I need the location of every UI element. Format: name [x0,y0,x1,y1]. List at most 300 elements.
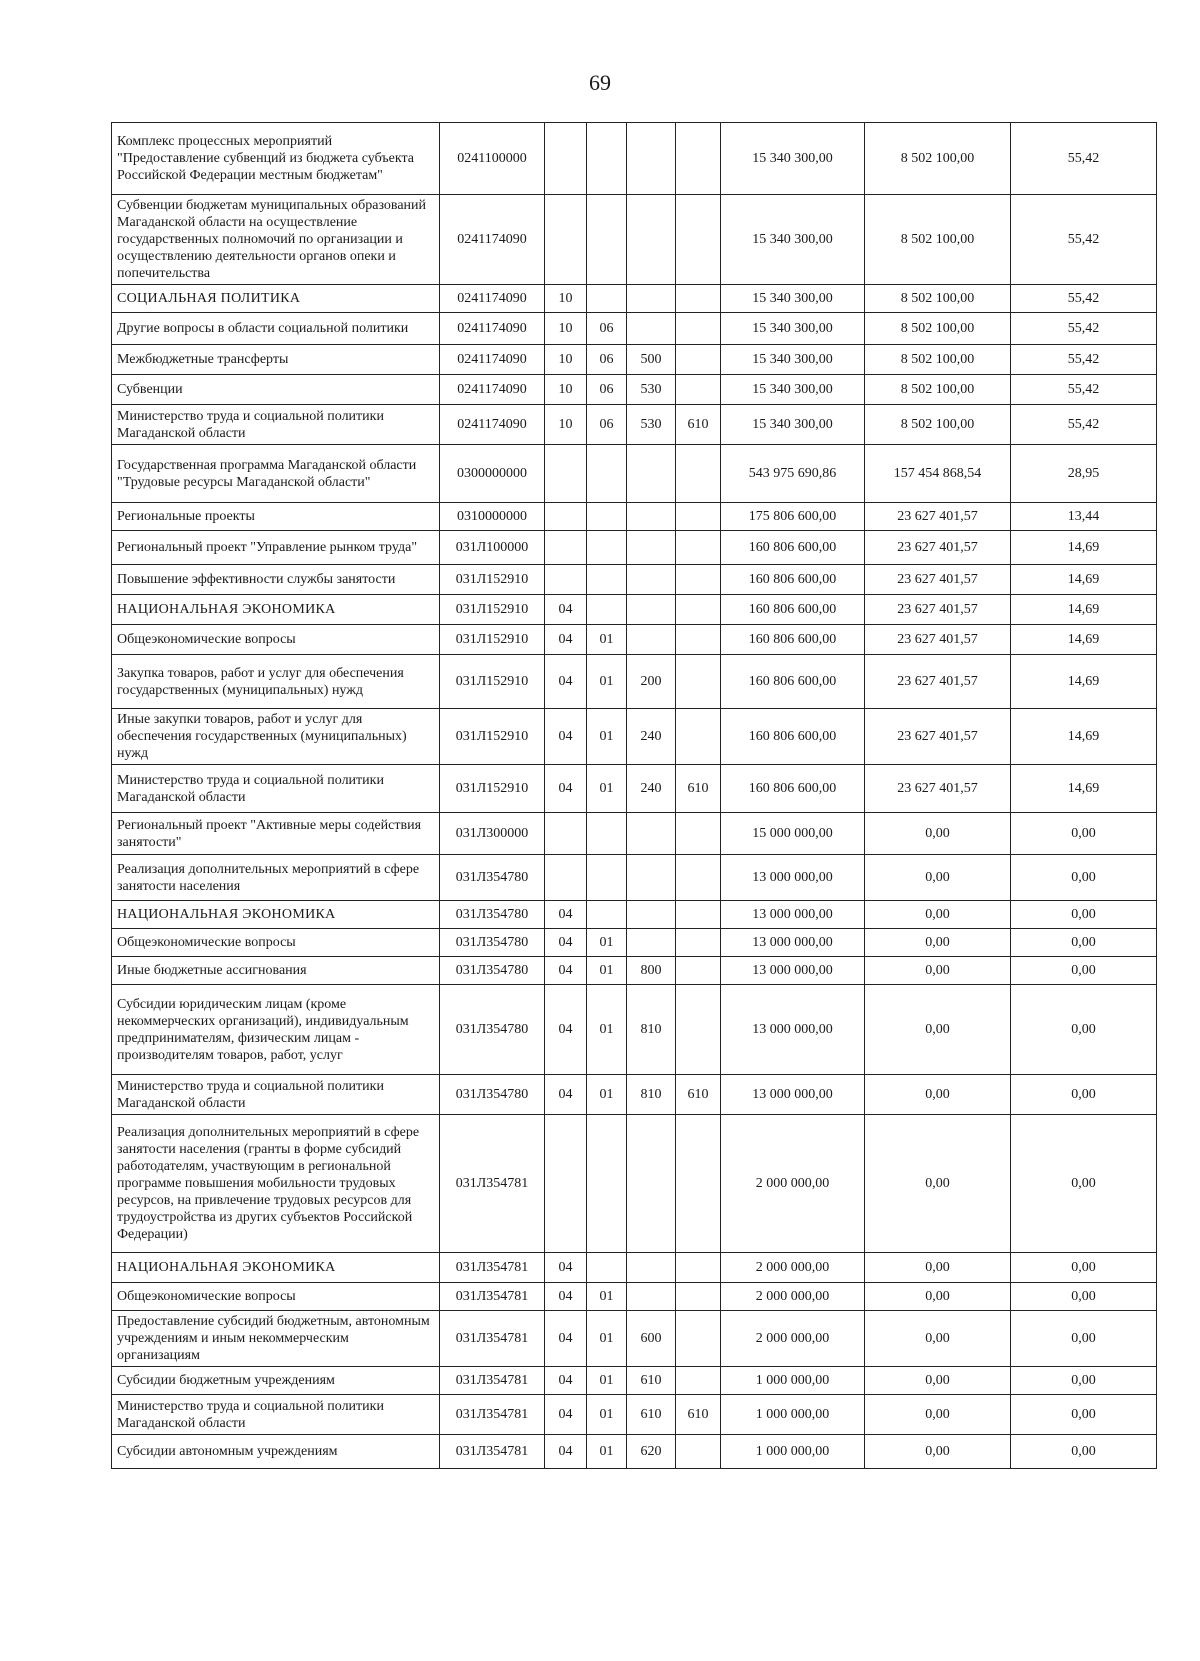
target-article-code: 031Л100000 [440,531,545,565]
target-article-code: 031Л354781 [440,1435,545,1469]
subsection-code: 01 [587,709,627,765]
expense-type-code [627,901,676,929]
table-row [112,405,1157,445]
section-code: 04 [545,957,587,985]
execution-percent: 0,00 [1011,957,1157,985]
table-row [112,901,1157,929]
target-article-code: 031Л354780 [440,957,545,985]
table-row [112,1115,1157,1253]
executed-amount: 0,00 [865,855,1011,901]
section-code: 04 [545,709,587,765]
expense-type-code: 620 [627,1435,676,1469]
planned-amount: 160 806 600,00 [721,625,865,655]
target-article-code: 031Л152910 [440,625,545,655]
row-name: Общеэкономические вопросы [112,625,440,655]
expense-type-code: 610 [627,1367,676,1395]
planned-amount: 1 000 000,00 [721,1435,865,1469]
expense-type-code [627,445,676,503]
row-name: НАЦИОНАЛЬНАЯ ЭКОНОМИКА [112,1253,440,1283]
executed-amount: 8 502 100,00 [865,345,1011,375]
administrator-code [676,123,721,195]
expense-type-code: 610 [627,1395,676,1435]
administrator-code [676,285,721,313]
row-name: Министерство труда и социальной политики Магаданской области [112,765,440,813]
executed-amount: 0,00 [865,929,1011,957]
row-name: Общеэкономические вопросы [112,1283,440,1311]
subsection-code: 01 [587,655,627,709]
target-article-code: 031Л354780 [440,1075,545,1115]
section-code [545,531,587,565]
administrator-code [676,1115,721,1253]
expense-type-code: 500 [627,345,676,375]
executed-amount: 0,00 [865,1075,1011,1115]
target-article-code: 0241174090 [440,375,545,405]
administrator-code [676,1367,721,1395]
planned-amount: 2 000 000,00 [721,1253,865,1283]
planned-amount: 15 340 300,00 [721,313,865,345]
execution-percent: 14,69 [1011,625,1157,655]
expense-type-code: 530 [627,375,676,405]
executed-amount: 23 627 401,57 [865,595,1011,625]
row-name: Субсидии бюджетным учреждениям [112,1367,440,1395]
executed-amount: 8 502 100,00 [865,405,1011,445]
subsection-code: 01 [587,765,627,813]
expense-type-code [627,1283,676,1311]
execution-percent: 55,42 [1011,313,1157,345]
table-row [112,709,1157,765]
target-article-code: 0241174090 [440,285,545,313]
planned-amount: 15 340 300,00 [721,345,865,375]
execution-percent: 55,42 [1011,123,1157,195]
subsection-code [587,901,627,929]
administrator-code [676,625,721,655]
administrator-code [676,901,721,929]
execution-percent: 0,00 [1011,1367,1157,1395]
planned-amount: 543 975 690,86 [721,445,865,503]
planned-amount: 13 000 000,00 [721,1075,865,1115]
planned-amount: 15 340 300,00 [721,195,865,285]
target-article-code: 031Л354780 [440,855,545,901]
table-row [112,1311,1157,1367]
table-row [112,929,1157,957]
row-name: НАЦИОНАЛЬНАЯ ЭКОНОМИКА [112,901,440,929]
table-row [112,375,1157,405]
administrator-code [676,595,721,625]
expense-type-code [627,595,676,625]
expense-type-code: 600 [627,1311,676,1367]
table-row [112,565,1157,595]
expense-type-code [627,285,676,313]
execution-percent: 55,42 [1011,195,1157,285]
section-code: 04 [545,901,587,929]
section-code: 04 [545,625,587,655]
subsection-code [587,1115,627,1253]
administrator-code [676,195,721,285]
table-row [112,1283,1157,1311]
execution-percent: 0,00 [1011,985,1157,1075]
execution-percent: 0,00 [1011,1435,1157,1469]
subsection-code: 01 [587,985,627,1075]
execution-percent: 0,00 [1011,813,1157,855]
administrator-code [676,709,721,765]
administrator-code [676,503,721,531]
execution-percent: 14,69 [1011,595,1157,625]
row-name: Субвенции [112,375,440,405]
expense-type-code: 800 [627,957,676,985]
row-name: Министерство труда и социальной политики Магаданской области [112,1075,440,1115]
execution-percent: 55,42 [1011,405,1157,445]
administrator-code [676,1283,721,1311]
planned-amount: 160 806 600,00 [721,765,865,813]
row-name: Закупка товаров, работ и услуг для обеспечения государственных (муниципальных) нужд [112,655,440,709]
expense-type-code: 530 [627,405,676,445]
subsection-code [587,531,627,565]
subsection-code [587,195,627,285]
target-article-code: 031Л354780 [440,901,545,929]
table-row [112,985,1157,1075]
executed-amount: 8 502 100,00 [865,123,1011,195]
section-code: 10 [545,285,587,313]
expense-type-code [627,855,676,901]
expense-type-code [627,813,676,855]
budget-table [111,122,1157,1469]
planned-amount: 15 340 300,00 [721,405,865,445]
expense-type-code [627,195,676,285]
planned-amount: 1 000 000,00 [721,1395,865,1435]
planned-amount: 13 000 000,00 [721,855,865,901]
executed-amount: 23 627 401,57 [865,765,1011,813]
expense-type-code [627,531,676,565]
planned-amount: 160 806 600,00 [721,565,865,595]
section-code: 04 [545,1075,587,1115]
table-row [112,1395,1157,1435]
row-name: Общеэкономические вопросы [112,929,440,957]
section-code: 04 [545,655,587,709]
executed-amount: 8 502 100,00 [865,285,1011,313]
subsection-code [587,503,627,531]
executed-amount: 23 627 401,57 [865,565,1011,595]
row-name: Субсидии юридическим лицам (кроме некоммерческих организаций), индивидуальным предпринимателям, физическим лицам - производителям товаров, работ, услуг [112,985,440,1075]
row-name: Реализация дополнительных мероприятий в сфере занятости населения (гранты в форме субсидий работодателям, участвующим в региональной программе повышения мобильности трудовых ресурсов, на привлечение трудовых ресурсов для трудоустройства из других субъектов Российской Федерации) [112,1115,440,1253]
table-row [112,655,1157,709]
expense-type-code [627,1253,676,1283]
section-code: 04 [545,1435,587,1469]
target-article-code: 0241100000 [440,123,545,195]
row-name: СОЦИАЛЬНАЯ ПОЛИТИКА [112,285,440,313]
target-article-code: 0241174090 [440,195,545,285]
execution-percent: 55,42 [1011,345,1157,375]
administrator-code [676,929,721,957]
execution-percent: 0,00 [1011,855,1157,901]
administrator-code [676,531,721,565]
executed-amount: 23 627 401,57 [865,531,1011,565]
planned-amount: 160 806 600,00 [721,595,865,625]
executed-amount: 23 627 401,57 [865,709,1011,765]
execution-percent: 0,00 [1011,1075,1157,1115]
expense-type-code: 240 [627,765,676,813]
planned-amount: 13 000 000,00 [721,929,865,957]
executed-amount: 0,00 [865,813,1011,855]
administrator-code [676,375,721,405]
table-row [112,1253,1157,1283]
table-row [112,445,1157,503]
expense-type-code [627,123,676,195]
target-article-code: 0241174090 [440,345,545,375]
row-name: Министерство труда и социальной политики Магаданской области [112,1395,440,1435]
planned-amount: 2 000 000,00 [721,1311,865,1367]
row-name: Другие вопросы в области социальной политики [112,313,440,345]
planned-amount: 175 806 600,00 [721,503,865,531]
administrator-code [676,957,721,985]
executed-amount: 0,00 [865,1311,1011,1367]
administrator-code [676,813,721,855]
page-number: 69 [589,70,611,95]
executed-amount: 0,00 [865,1253,1011,1283]
target-article-code: 031Л300000 [440,813,545,855]
execution-percent: 0,00 [1011,1311,1157,1367]
section-code: 04 [545,1253,587,1283]
subsection-code: 01 [587,1283,627,1311]
section-code: 04 [545,595,587,625]
table-row [112,195,1157,285]
expense-type-code: 200 [627,655,676,709]
section-code [545,813,587,855]
target-article-code: 0310000000 [440,503,545,531]
subsection-code: 01 [587,625,627,655]
administrator-code [676,1253,721,1283]
subsection-code [587,123,627,195]
table-row [112,313,1157,345]
row-name: Региональные проекты [112,503,440,531]
target-article-code: 031Л354781 [440,1367,545,1395]
table-row [112,813,1157,855]
execution-percent: 14,69 [1011,531,1157,565]
section-code [545,445,587,503]
section-code: 04 [545,1283,587,1311]
executed-amount: 23 627 401,57 [865,503,1011,531]
section-code: 04 [545,1367,587,1395]
target-article-code: 031Л354781 [440,1311,545,1367]
target-article-code: 031Л354781 [440,1115,545,1253]
expense-type-code [627,929,676,957]
target-article-code: 031Л152910 [440,595,545,625]
planned-amount: 15 340 300,00 [721,123,865,195]
administrator-code: 610 [676,405,721,445]
subsection-code [587,855,627,901]
subsection-code: 06 [587,313,627,345]
executed-amount: 0,00 [865,1367,1011,1395]
executed-amount: 0,00 [865,957,1011,985]
planned-amount: 13 000 000,00 [721,985,865,1075]
target-article-code: 0241174090 [440,405,545,445]
subsection-code: 01 [587,929,627,957]
execution-percent: 28,95 [1011,445,1157,503]
section-code [545,1115,587,1253]
section-code: 10 [545,313,587,345]
expense-type-code: 240 [627,709,676,765]
row-name: Министерство труда и социальной политики Магаданской области [112,405,440,445]
execution-percent: 14,69 [1011,655,1157,709]
table-row [112,503,1157,531]
table-row [112,123,1157,195]
target-article-code: 0300000000 [440,445,545,503]
subsection-code: 06 [587,375,627,405]
section-code [545,855,587,901]
target-article-code: 031Л152910 [440,565,545,595]
subsection-code: 01 [587,1311,627,1367]
execution-percent: 0,00 [1011,1253,1157,1283]
executed-amount: 8 502 100,00 [865,195,1011,285]
row-name: Иные бюджетные ассигнования [112,957,440,985]
row-name: Иные закупки товаров, работ и услуг для обеспечения государственных (муниципальных) нужд [112,709,440,765]
expense-type-code: 810 [627,1075,676,1115]
section-code: 04 [545,1395,587,1435]
row-name: Субвенции бюджетам муниципальных образований Магаданской области на осуществление государственных полномочий по организации и осуществлению деятельности органов опеки и попечительства [112,195,440,285]
table-row [112,345,1157,375]
planned-amount: 15 000 000,00 [721,813,865,855]
execution-percent: 0,00 [1011,1395,1157,1435]
execution-percent: 0,00 [1011,1115,1157,1253]
target-article-code: 0241174090 [440,313,545,345]
execution-percent: 55,42 [1011,285,1157,313]
subsection-code: 06 [587,405,627,445]
subsection-code: 01 [587,1367,627,1395]
administrator-code [676,655,721,709]
section-code: 10 [545,405,587,445]
row-name: Предоставление субсидий бюджетным, автономным учреждениям и иным некоммерческим организациям [112,1311,440,1367]
planned-amount: 13 000 000,00 [721,957,865,985]
subsection-code: 01 [587,1075,627,1115]
row-name: Комплекс процессных мероприятий "Предоставление субвенций из бюджета субъекта Российской Федерации местным бюджетам" [112,123,440,195]
planned-amount: 160 806 600,00 [721,531,865,565]
row-name: НАЦИОНАЛЬНАЯ ЭКОНОМИКА [112,595,440,625]
planned-amount: 160 806 600,00 [721,709,865,765]
row-name: Повышение эффективности службы занятости [112,565,440,595]
administrator-code [676,345,721,375]
expense-type-code [627,313,676,345]
execution-percent: 0,00 [1011,1283,1157,1311]
administrator-code [676,1311,721,1367]
section-code: 04 [545,765,587,813]
executed-amount: 8 502 100,00 [865,375,1011,405]
table-row [112,531,1157,565]
target-article-code: 031Л354781 [440,1253,545,1283]
planned-amount: 15 340 300,00 [721,285,865,313]
budget-rows [112,123,1157,1469]
execution-percent: 0,00 [1011,929,1157,957]
execution-percent: 14,69 [1011,565,1157,595]
administrator-code: 610 [676,1075,721,1115]
subsection-code: 01 [587,1395,627,1435]
row-name: Реализация дополнительных мероприятий в сфере занятости населения [112,855,440,901]
target-article-code: 031Л354780 [440,985,545,1075]
expense-type-code [627,503,676,531]
row-name: Региональный проект "Активные меры содействия занятости" [112,813,440,855]
administrator-code: 610 [676,765,721,813]
subsection-code [587,1253,627,1283]
subsection-code: 01 [587,957,627,985]
executed-amount: 8 502 100,00 [865,313,1011,345]
expense-type-code: 810 [627,985,676,1075]
expense-type-code [627,625,676,655]
row-name: Межбюджетные трансферты [112,345,440,375]
subsection-code [587,285,627,313]
target-article-code: 031Л152910 [440,709,545,765]
section-code: 10 [545,345,587,375]
target-article-code: 031Л152910 [440,765,545,813]
table-row [112,595,1157,625]
subsection-code: 06 [587,345,627,375]
table-row [112,855,1157,901]
execution-percent: 0,00 [1011,901,1157,929]
section-code [545,195,587,285]
executed-amount: 0,00 [865,1395,1011,1435]
subsection-code [587,813,627,855]
table-row [112,285,1157,313]
planned-amount: 15 340 300,00 [721,375,865,405]
row-name: Субсидии автономным учреждениям [112,1435,440,1469]
executed-amount: 157 454 868,54 [865,445,1011,503]
execution-percent: 14,69 [1011,765,1157,813]
table-row [112,1367,1157,1395]
table-row [112,765,1157,813]
administrator-code [676,1435,721,1469]
target-article-code: 031Л354781 [440,1283,545,1311]
section-code: 04 [545,1311,587,1367]
section-code: 04 [545,929,587,957]
administrator-code [676,565,721,595]
section-code [545,565,587,595]
section-code [545,503,587,531]
row-name: Региональный проект "Управление рынком труда" [112,531,440,565]
section-code: 10 [545,375,587,405]
table-row [112,625,1157,655]
target-article-code: 031Л354780 [440,929,545,957]
execution-percent: 14,69 [1011,709,1157,765]
subsection-code [587,445,627,503]
section-code: 04 [545,985,587,1075]
target-article-code: 031Л152910 [440,655,545,709]
row-name: Государственная программа Магаданской области "Трудовые ресурсы Магаданской области" [112,445,440,503]
table-row [112,957,1157,985]
planned-amount: 1 000 000,00 [721,1367,865,1395]
administrator-code [676,985,721,1075]
administrator-code: 610 [676,1395,721,1435]
planned-amount: 13 000 000,00 [721,901,865,929]
administrator-code [676,313,721,345]
executed-amount: 0,00 [865,1435,1011,1469]
execution-percent: 55,42 [1011,375,1157,405]
executed-amount: 0,00 [865,985,1011,1075]
planned-amount: 160 806 600,00 [721,655,865,709]
table-row [112,1075,1157,1115]
executed-amount: 0,00 [865,1115,1011,1253]
expense-type-code [627,565,676,595]
execution-percent: 13,44 [1011,503,1157,531]
target-article-code: 031Л354781 [440,1395,545,1435]
planned-amount: 2 000 000,00 [721,1283,865,1311]
executed-amount: 23 627 401,57 [865,655,1011,709]
table-row [112,1435,1157,1469]
subsection-code [587,565,627,595]
subsection-code [587,595,627,625]
executed-amount: 0,00 [865,1283,1011,1311]
subsection-code: 01 [587,1435,627,1469]
administrator-code [676,445,721,503]
executed-amount: 0,00 [865,901,1011,929]
administrator-code [676,855,721,901]
planned-amount: 2 000 000,00 [721,1115,865,1253]
